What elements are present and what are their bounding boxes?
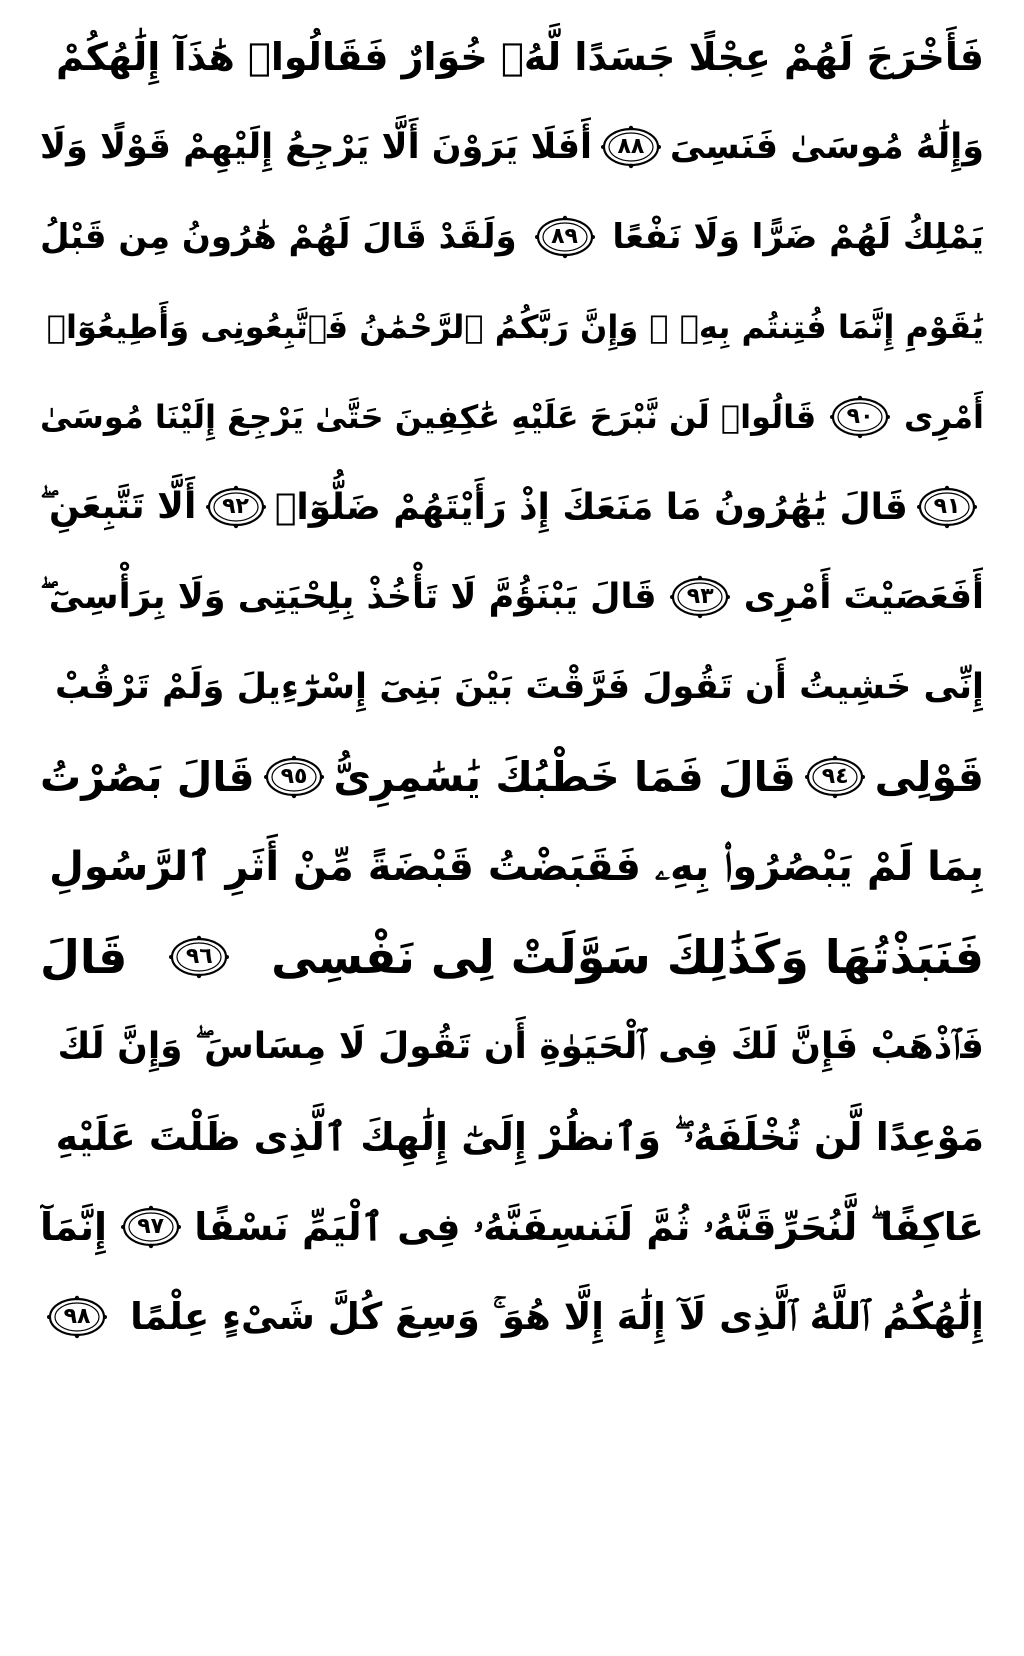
verse-end-marker <box>916 485 978 529</box>
verse-text-segment: قَالَ بَصُرْتُ <box>40 753 255 801</box>
verse-text-segment: وَلَقَدْ قَالَ لَهُمْ هَٰرُونُ مِن قَبْلُ <box>40 217 517 257</box>
text-line <box>40 462 984 552</box>
verse-end-marker <box>804 755 866 799</box>
verse-text-segment: قَالُوا۟ لَن نَّبْرَحَ عَلَيْهِ عَٰكِفِينَ حَتَّىٰ يَرْجِعَ إِلَيْنَا مُوسَىٰ <box>40 398 817 436</box>
verse-number: ٩٥ <box>280 764 308 789</box>
verse-text-segment: يَمْلِكُ لَهُمْ ضَرًّا وَلَا نَفْعًا <box>612 217 984 257</box>
page-text-lines <box>40 12 984 1362</box>
verse-text-segment: أَفَلَا يَرَوْنَ أَلَّا يَرْجِعُ إِلَيْهِمْ قَوْلًا وَلَا <box>40 127 592 167</box>
verse-text-segment: قَالَ يَٰهَٰرُونُ مَا مَنَعَكَ إِذْ رَأَيْتَهُمْ ضَلُّوٓا۟ <box>274 486 908 528</box>
verse-text-segment: قَالَ فَمَا خَطْبُكَ يَٰسَٰمِرِىُّ <box>333 753 796 801</box>
verse-text-segment: أَلَّا تَتَّبِعَنِ ۖ <box>40 486 197 527</box>
verse-number: ٩٧ <box>137 1214 165 1239</box>
text-line <box>40 372 984 462</box>
verse-text-segment: فَٱذْهَبْ فَإِنَّ لَكَ فِى ٱلْحَيَوٰةِ أَن تَقُولَ لَا مِسَاسَ ۖ وَإِنَّ لَكَ <box>57 1026 984 1067</box>
verse-text-segment: مَوْعِدًا لَّن تُخْلَفَهُۥ ۖ وَٱنظُرْ إِلَىٰٓ إِلَٰهِكَ ٱلَّذِى ظَلْتَ عَلَيْهِ <box>55 1114 984 1159</box>
text-line <box>40 12 984 102</box>
verse-number: ٩٣ <box>686 584 714 609</box>
verse-number: ٩٠ <box>846 404 874 429</box>
verse-text-segment: قَوْلِى <box>874 753 984 801</box>
verse-number: ٨٩ <box>551 224 578 249</box>
verse-text-segment: أَمْرِى <box>903 398 984 436</box>
text-line <box>40 1182 984 1272</box>
verse-text-segment: إِلَٰهُكُمُ ٱللَّهُ ٱلَّذِى لَآ إِلَٰهَ إِلَّا هُوَ ۚ وَسِعَ كُلَّ شَىْءٍ عِلْمًا <box>130 1295 984 1338</box>
verse-text-segment: قَالَ يَبْنَؤُمَّ لَا تَأْخُذْ بِلِحْيَتِى وَلَا بِرَأْسِىٓ ۖ <box>40 577 657 617</box>
verse-end-marker <box>263 755 325 799</box>
verse-number: ٩٢ <box>222 494 249 519</box>
text-line <box>40 192 984 282</box>
verse-end-marker <box>46 1295 108 1339</box>
verse-text-segment: يَٰقَوْمِ إِنَّمَا فُتِنتُم بِهِۦ ۖ وَإِنَّ رَبَّكُمُ ٱلرَّحْمَٰنُ فَٱتَّبِعُونِى وَأَطِيعُوٓا۟ <box>46 308 984 346</box>
verse-number: ٩٦ <box>185 944 213 969</box>
verse-number: ٩٨ <box>63 1304 91 1329</box>
verse-end-marker <box>120 1205 182 1249</box>
verse-text-segment: فَأَخْرَجَ لَهُمْ عِجْلًا جَسَدًا لَّهُۥ خُوَارٌ فَقَالُوا۟ هَٰذَآ إِلَٰهُكُمْ <box>55 35 984 79</box>
verse-end-marker <box>168 935 230 979</box>
verse-end-marker <box>669 575 731 619</box>
text-line <box>40 102 984 192</box>
verse-text-segment: إِنِّى خَشِيتُ أَن تَقُولَ فَرَّقْتَ بَيْنَ بَنِىٓ إِسْرَٰٓءِيلَ وَلَمْ تَرْقُبْ <box>54 667 984 707</box>
verse-end-marker <box>534 215 596 259</box>
verse-number: ٩١ <box>933 494 961 519</box>
verse-number: ٨٨ <box>617 134 645 159</box>
text-line <box>40 732 984 822</box>
verse-end-marker <box>205 485 267 529</box>
verse-text-segment: إِنَّمَآ <box>40 1205 108 1249</box>
text-line <box>40 552 984 642</box>
verse-text-segment: عَاكِفًا ۖ لَّنُحَرِّقَنَّهُۥ ثُمَّ لَنَنسِفَنَّهُۥ فِى ٱلْيَمِّ نَسْفًا <box>194 1204 984 1249</box>
verse-text-segment: أَفَعَصَيْتَ أَمْرِى <box>743 577 984 617</box>
text-line <box>40 822 984 912</box>
text-line <box>40 282 984 372</box>
verse-end-marker <box>829 395 891 439</box>
text-line <box>40 1272 984 1362</box>
verse-text-segment: فَنَبَذْتُهَا وَكَذَٰلِكَ سَوَّلَتْ لِى نَفْسِى <box>271 930 984 984</box>
verse-text-segment: بِمَا لَمْ يَبْصُرُوا۟ بِهِۦ فَقَبَضْتُ قَبْضَةً مِّنْ أَثَرِ ٱلرَّسُولِ <box>49 844 984 890</box>
text-line <box>40 1002 984 1092</box>
verse-text-segment: قَالَ <box>40 930 128 984</box>
text-line <box>40 912 984 1002</box>
verse-number: ٩٤ <box>821 764 849 789</box>
text-line <box>40 642 984 732</box>
verse-end-marker <box>600 125 662 169</box>
text-line <box>40 1092 984 1182</box>
verse-text-segment: وَإِلَٰهُ مُوسَىٰ فَنَسِىَ <box>669 127 984 167</box>
